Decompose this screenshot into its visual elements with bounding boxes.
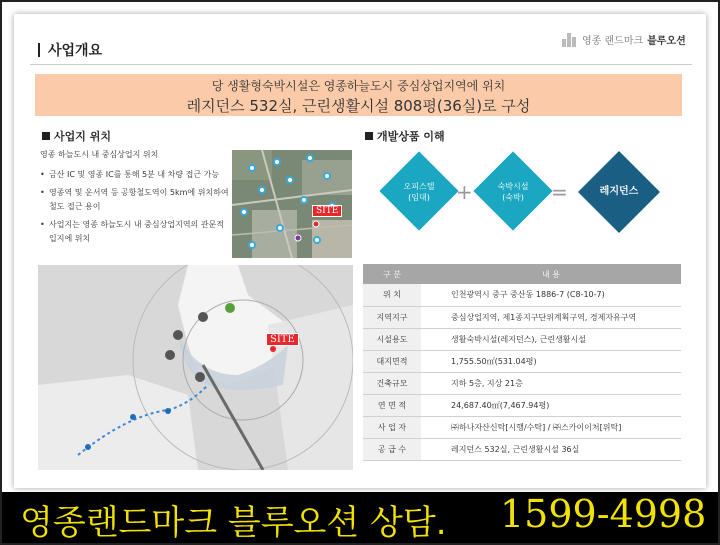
row-value: 인천광역시 중구 중산동 1886-7 (C8-10-7) [421, 284, 681, 306]
row-value: 중심상업지역, 제1종지구단위계획구역, 경제자유구역 [421, 306, 681, 328]
footer-text: 영종랜드마크 블루오션 상담. [20, 503, 447, 543]
bullet-text: 영종역 및 운서역 등 공항철도역이 5km에 위치하여 철도 접근 용이 [49, 188, 229, 211]
row-value: 생활숙박시설(레지던스), 근린생활시설 [421, 328, 681, 350]
list-item: • 영종역 및 운서역 등 공항철도역이 5km에 위치하여 철도 접근 용이 [40, 186, 232, 214]
lodging-label [478, 181, 548, 203]
list-item: • 사업지는 영종 하늘도시 내 중심상업지역의 관문적 입지에 위치 [40, 218, 232, 246]
plus-sign: + [456, 180, 473, 204]
phone-number[interactable]: 1599-4998 [500, 492, 707, 536]
lodging-label-line1: 숙박시설 [497, 182, 529, 191]
building-icon [562, 33, 578, 47]
contact-footer [2, 492, 718, 543]
brand-prefix: 영종 랜드마크 [582, 36, 644, 47]
location-description [40, 148, 232, 246]
row-key: 공 급 수 [363, 438, 421, 460]
table-row [363, 284, 681, 306]
row-key: 대지면적 [363, 350, 421, 372]
header-key: 구 분 [363, 264, 421, 284]
row-key: 사 업 자 [363, 416, 421, 438]
map-site-marker: SITE [266, 333, 299, 346]
page-title-text: 사업개요 [48, 43, 103, 59]
bullet-text: 사업지는 영종 하늘도시 내 중심상업지역의 관문적 입지에 위치 [49, 220, 225, 243]
equals-sign: = [551, 180, 568, 204]
row-value: ㈜하나자산신탁[시행/수탁] / ㈜스카이이처[위탁] [421, 416, 681, 438]
banner-line-1: 당 생활형숙박시설은 영종하늘도시 중심상업지역에 위치 [211, 79, 506, 93]
lodging-label-line2: (숙박) [502, 193, 524, 202]
row-value: 레지던스 532실, 근린생활시설 36실 [421, 438, 681, 460]
aerial-photo [232, 150, 352, 258]
section-location-text: 사업지 위치 [54, 130, 111, 143]
row-key: 지역지구 [363, 306, 421, 328]
square-bullet-icon [365, 132, 373, 140]
officetel-label [384, 181, 454, 203]
row-value: 24,687.40㎡(7,467.94평) [421, 394, 681, 416]
brand-name: 블루오션 [647, 36, 686, 47]
project-info-table [363, 264, 681, 461]
location-heading: 영종 하늘도시 내 중심상업지 위치 [40, 150, 159, 159]
officetel-label-line2: (임대) [408, 193, 430, 202]
table-row [363, 372, 681, 394]
row-value: 지하 5층, 지상 21층 [421, 372, 681, 394]
aerial-site-marker: SITE [312, 205, 342, 217]
table-header-row [363, 264, 681, 284]
row-value: 1,755.50㎡(531.04평) [421, 350, 681, 372]
regional-map [38, 265, 353, 470]
table-row [363, 328, 681, 350]
brand-logo [562, 32, 686, 47]
section-location-title [42, 128, 111, 144]
table-row [363, 350, 681, 372]
square-bullet-icon [42, 132, 50, 140]
page-title [38, 40, 102, 60]
table-row [363, 438, 681, 460]
list-item: • 금산 IC 및 영종 IC를 통해 5분 내 차량 접근 가능 [40, 168, 232, 182]
title-bar [38, 43, 40, 57]
header-divider [30, 64, 692, 65]
row-key: 위 치 [363, 284, 421, 306]
table-row [363, 416, 681, 438]
row-key: 건축규모 [363, 372, 421, 394]
bullet-text: 금산 IC 및 영종 IC를 통해 5분 내 차량 접근 가능 [49, 170, 220, 179]
header-value: 내 용 [421, 264, 681, 284]
section-product-text: 개발상품 이해 [377, 130, 445, 143]
residence-label: 레지던스 [599, 186, 639, 197]
section-product-title [365, 128, 445, 144]
banner-line-2: 레지던스 532실, 근린생활시설 808평(36실)로 구성 [186, 97, 531, 115]
officetel-label-line1: 오피스텔 [403, 182, 435, 191]
table-row [363, 306, 681, 328]
row-key: 시설용도 [363, 328, 421, 350]
summary-banner [35, 74, 682, 116]
table-row [363, 394, 681, 416]
row-key: 연 면 적 [363, 394, 421, 416]
